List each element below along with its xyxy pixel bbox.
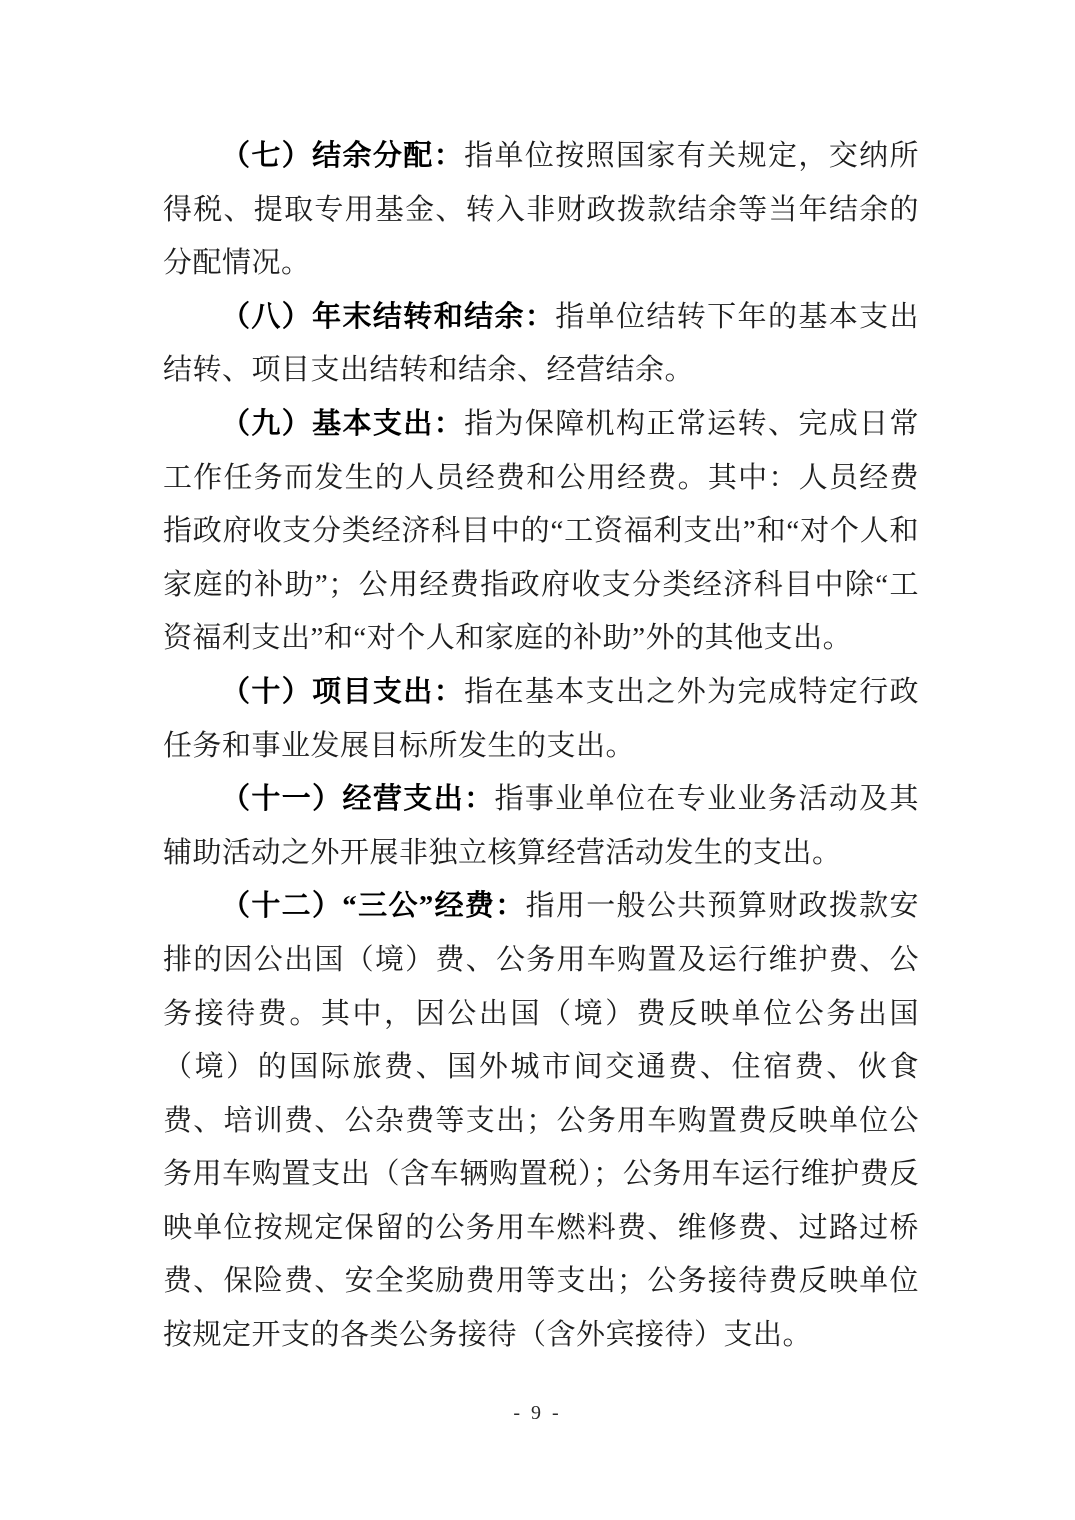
section-heading: （九）基本支出： [221,407,465,440]
section-body: 指单位按照国家有关规定，交纳所得税、提取专用基金、转入非财政拨款结余等当年结余的分配情况。 [163,140,919,280]
section-heading: （十）项目支出： [221,675,465,708]
paragraph [163,773,919,880]
section-body: 指在基本支出之外为完成特定行政任务和事业发展目标所发生的支出。 [163,675,919,762]
paragraph [163,130,919,291]
section-heading: （十一）经营支出： [221,783,495,816]
section-heading: （十二）“三公”经费： [221,890,526,923]
section-body: 指单位结转下年的基本支出结转、项目支出结转和结余、经营结余。 [163,300,919,387]
page-number: - 9 - [513,1402,562,1424]
paragraph [163,291,919,398]
section-heading: （七）结余分配： [221,140,465,172]
paragraph [163,880,919,1362]
paragraph [163,666,919,773]
section-heading: （八）年末结转和结余： [221,300,556,333]
paragraph [163,398,919,666]
section-body: 指事业单位在专业业务活动及其辅助活动之外开展非独立核算经营活动发生的支出。 [163,783,919,869]
text-block [163,130,919,1363]
section-body: 指用一般公共预算财政拨款安排的因公出国（境）费、公务用车购置及运行维护费、公务接待费。其中，因公出国（境）费反映单位公务出国（境）的国际旅费、国外城市间交通费、住宿费、伙食费、培训费、公杂费等支出；公务用车购置费反映单位公务用车购置支出（含车辆购置税）；公务用车运行维护费反映单位按规定保留的公务用车燃料费、维修费、过路过桥费、保险费、安全奖励费用等支出；公务接待费反映单位按规定开支的各类公务接待（含外宾接待）支出。 [163,890,919,1352]
section-body: 指为保障机构正常运转、完成日常工作任务而发生的人员经费和公用经费。其中：人员经费指政府收支分类经济科目中的“工资福利支出”和“对个人和家庭的补助”；公用经费指政府收支分类经济科目中除“工资福利支出”和“对个人和家庭的补助”外的其他支出。 [163,407,919,655]
